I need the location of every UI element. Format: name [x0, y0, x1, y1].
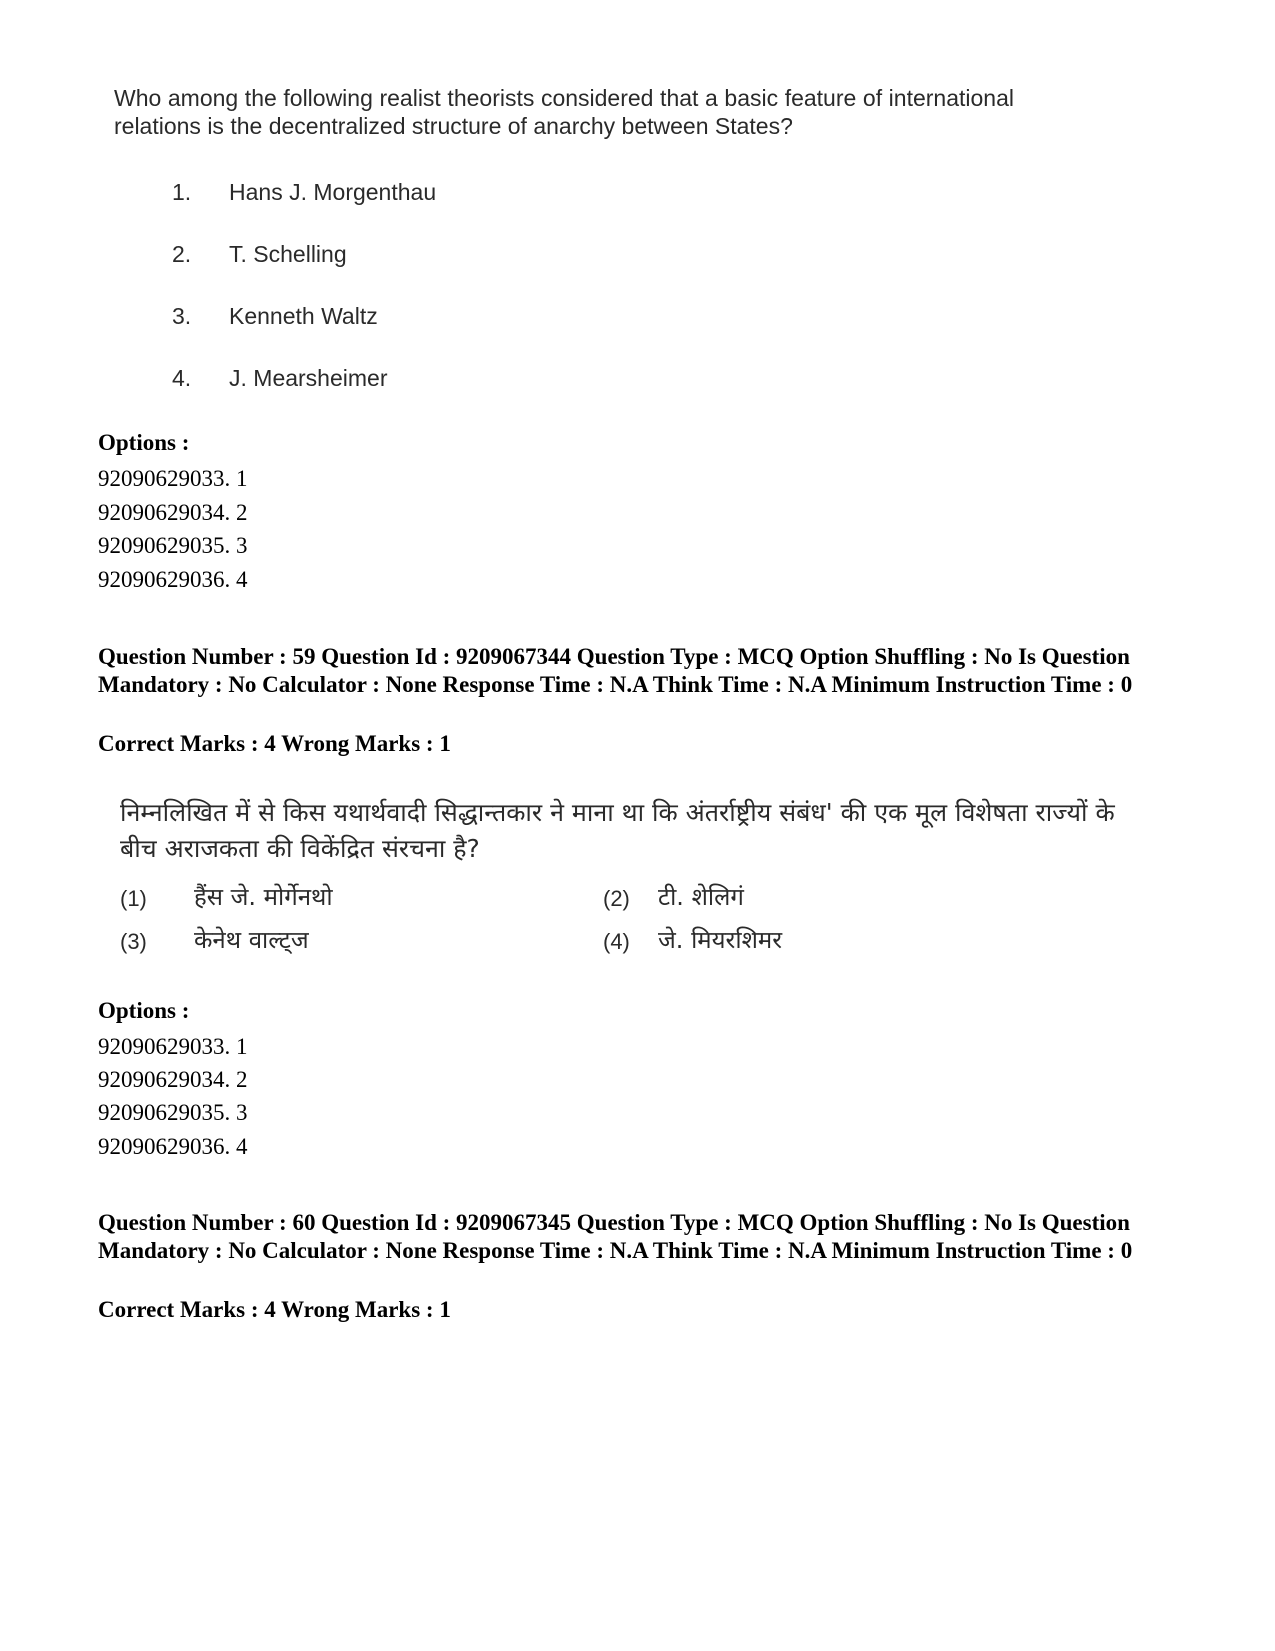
options-heading: Options :: [98, 998, 190, 1023]
choice-hi-2: [603, 883, 744, 912]
options-heading: Options :: [98, 430, 190, 455]
option-id-4: 92090629036. 4: [98, 1134, 248, 1159]
choice-text: Hans J. Morgenthau: [229, 179, 437, 205]
choice-number: (3): [120, 929, 147, 954]
choice-number: 2.: [172, 241, 192, 267]
choice-2: [172, 240, 772, 270]
choice-hi-1: [120, 883, 333, 912]
choice-text: हैंस जे. मोर्गेनथो: [194, 883, 333, 911]
question-59-marks: Correct Marks : 4 Wrong Marks : 1: [98, 731, 451, 756]
choice-1: [172, 178, 772, 208]
choice-number: 4.: [172, 365, 192, 391]
choice-text: टी. शेलिगं: [658, 883, 744, 911]
choice-number: (1): [120, 886, 147, 911]
question-60-marks: Correct Marks : 4 Wrong Marks : 1: [98, 1297, 451, 1322]
option-id-3: 92090629035. 3: [98, 1100, 248, 1125]
choice-4: [172, 364, 772, 394]
question-59-stem-hindi: निम्नलिखित में से किस यथार्थवादी सिद्धान्तकार ने माना था कि अंतर्राष्ट्रीय संबंध' की एक मूल विशेषता राज्यों के बीच अराजकता की विकेंद्रित संरचना है?: [120, 798, 1115, 863]
choice-text: J. Mearsheimer: [229, 365, 388, 391]
choice-text: केनेथ वाल्ट्ज: [194, 926, 309, 954]
option-id-2: 92090629034. 2: [98, 1067, 248, 1092]
choice-3: [172, 302, 772, 332]
choice-number: (4): [603, 929, 630, 954]
option-id-3: 92090629035. 3: [98, 533, 248, 558]
choice-text: Kenneth Waltz: [229, 303, 378, 329]
option-id-2: 92090629034. 2: [98, 500, 248, 525]
choice-number: 1.: [172, 179, 192, 205]
choice-number: (2): [603, 886, 630, 911]
question-60-meta: Question Number : 60 Question Id : 9209067345 Question Type : MCQ Option Shuffling : No Is Question Mandatory : No Calculator : None Response Time : N.A Think Time : N.A Minimum Instruction Time : 0: [98, 1210, 1133, 1263]
question-58-stem: Who among the following realist theorists considered that a basic feature of international relations is the decentralized structure of anarchy between States?: [114, 85, 1014, 139]
question-59-meta: Question Number : 59 Question Id : 9209067344 Question Type : MCQ Option Shuffling : No Is Question Mandatory : No Calculator : None Response Time : N.A Think Time : N.A Minimum Instruction Time : 0: [98, 644, 1133, 697]
choice-hi-3: [120, 926, 309, 955]
choice-number: 3.: [172, 303, 192, 329]
option-id-4: 92090629036. 4: [98, 567, 248, 592]
option-id-1: 92090629033. 1: [98, 466, 248, 491]
choice-text: जे. मियरशिमर: [658, 926, 783, 954]
choice-text: T. Schelling: [229, 241, 347, 267]
option-id-1: 92090629033. 1: [98, 1034, 248, 1059]
choice-hi-4: [603, 926, 783, 955]
